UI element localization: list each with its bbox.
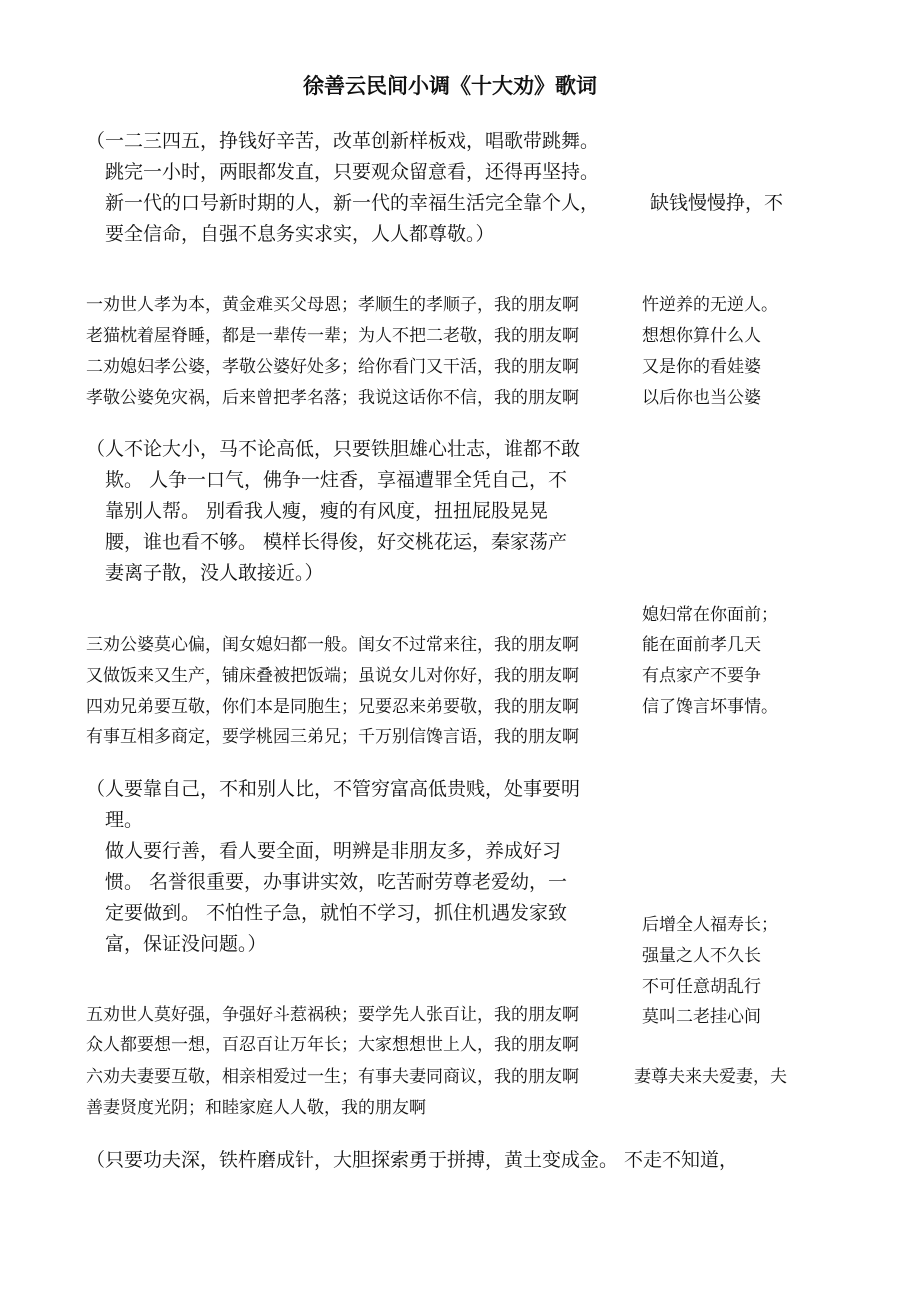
verse-side-line: 想想你算什么人 xyxy=(642,326,761,346)
intro-line-continuation: 缺钱慢慢挣，不 xyxy=(650,192,784,214)
verse-line-continuation: 妻尊夫来夫爱妻，夫 xyxy=(634,1067,787,1087)
intro-line: 要全信命，自强不息务实求实，人人都尊敬。） xyxy=(105,223,495,245)
chorus-line: 腰，谁也看不够。 模样长得俊，好交桃花运，秦家荡产 xyxy=(105,531,568,553)
verse-side-line: 莫叫二老挂心间 xyxy=(642,1007,761,1027)
verse-side-line: 忤逆养的无逆人。 xyxy=(642,295,778,315)
chorus-line: 定要做到。 不怕性子急，就怕不学习，抓住机遇发家致 xyxy=(105,902,568,924)
chorus-line: 欺。 人争一口气，佛争一炷香，享福遭罪全凭自己，不 xyxy=(105,469,568,491)
verse-side-line: 强量之人不久长 xyxy=(642,946,761,966)
verse-line: 二劝媳妇孝公婆，孝敬公婆好处多；给你看门又干活，我的朋友啊 xyxy=(86,357,579,377)
verse-side-line: 有点家产不要争 xyxy=(642,666,761,686)
verse-line: 老猫枕着屋脊睡，都是一辈传一辈；为人不把二老敬，我的朋友啊 xyxy=(86,326,579,346)
verse-side-line: 又是你的看娃婆 xyxy=(642,357,761,377)
chorus-line: 做人要行善，看人要全面，明辨是非朋友多，养成好习 xyxy=(105,840,562,862)
verse-line: 三劝公婆莫心偏，闺女媳妇都一般。闺女不过常来往，我的朋友啊 xyxy=(86,635,579,655)
verse-line: 六劝夫妻要互敬，相亲相爱过一生；有事夫妻同商议，我的朋友啊 xyxy=(86,1067,579,1087)
verse-line: 一劝世人孝为本，黄金难买父母恩；孝顺生的孝顺子，我的朋友啊 xyxy=(86,295,579,315)
verse-line: 善妻贤度光阴；和睦家庭人人敬，我的朋友啊 xyxy=(86,1098,426,1118)
chorus-line: 靠别人帮。 别看我人瘦，瘦的有风度，扭扭屁股晃晃 xyxy=(105,500,549,522)
verse-side-line: 以后你也当公婆 xyxy=(642,388,761,408)
chorus-line: 理。 xyxy=(105,809,144,831)
verse-side-line: 能在面前孝几天 xyxy=(642,635,761,655)
verse-line: 有事互相多商定，要学桃园三弟兄；千万别信馋言语，我的朋友啊 xyxy=(86,727,579,747)
intro-line: 新一代的口号新时期的人，新一代的幸福生活完全靠个人， xyxy=(105,192,600,214)
intro-line: （一二三四五，挣钱好辛苦，改革创新样板戏，唱歌带跳舞。 xyxy=(86,130,600,152)
intro-line: 跳完一小时，两眼都发直，只要观众留意看，还得再坚持。 xyxy=(105,161,600,183)
chorus-line: 富，保证没问题。） xyxy=(105,933,267,955)
verse-line: 众人都要想一想，百忍百让万年长；大家想想世上人，我的朋友啊 xyxy=(86,1035,579,1055)
chorus-line: （人不论大小，马不论高低，只要铁胆雄心壮志，谁都不敢 xyxy=(86,438,581,460)
verse-side-line: 不可任意胡乱行 xyxy=(642,977,761,997)
chorus-line: 妻离子散，没人敢接近。） xyxy=(105,562,324,584)
verse-line: 五劝世人莫好强，争强好斗惹祸秧；要学先人张百让，我的朋友啊 xyxy=(86,1005,579,1025)
chorus-line: 惯。 名誉很重要，办事讲实效，吃苦耐劳尊老爱幼，一 xyxy=(105,871,568,893)
chorus-line: （人要靠自己，不和别人比，不管穷富高低贵贱，处事要明 xyxy=(86,778,581,800)
chorus-line: （只要功夫深，铁杵磨成针，大胆探索勇于拼搏，黄土变成金。 不走不知道， xyxy=(86,1149,739,1171)
page-title: 徐善云民间小调《十大劝》歌词 xyxy=(303,74,597,98)
verse-line: 孝敬公婆免灾祸，后来曾把孝名落；我说这话你不信，我的朋友啊 xyxy=(86,388,579,408)
verse-line: 四劝兄弟要互敬，你们本是同胞生；兄要忍来弟要敬，我的朋友啊 xyxy=(86,697,579,717)
verse-side-line: 媳妇常在你面前； xyxy=(642,605,778,625)
verse-side-line: 信了馋言坏事情。 xyxy=(642,697,778,717)
verse-side-line: 后增全人福寿长； xyxy=(642,915,778,935)
verse-line: 又做饭来又生产，铺床叠被把饭端；虽说女儿对你好，我的朋友啊 xyxy=(86,666,579,686)
